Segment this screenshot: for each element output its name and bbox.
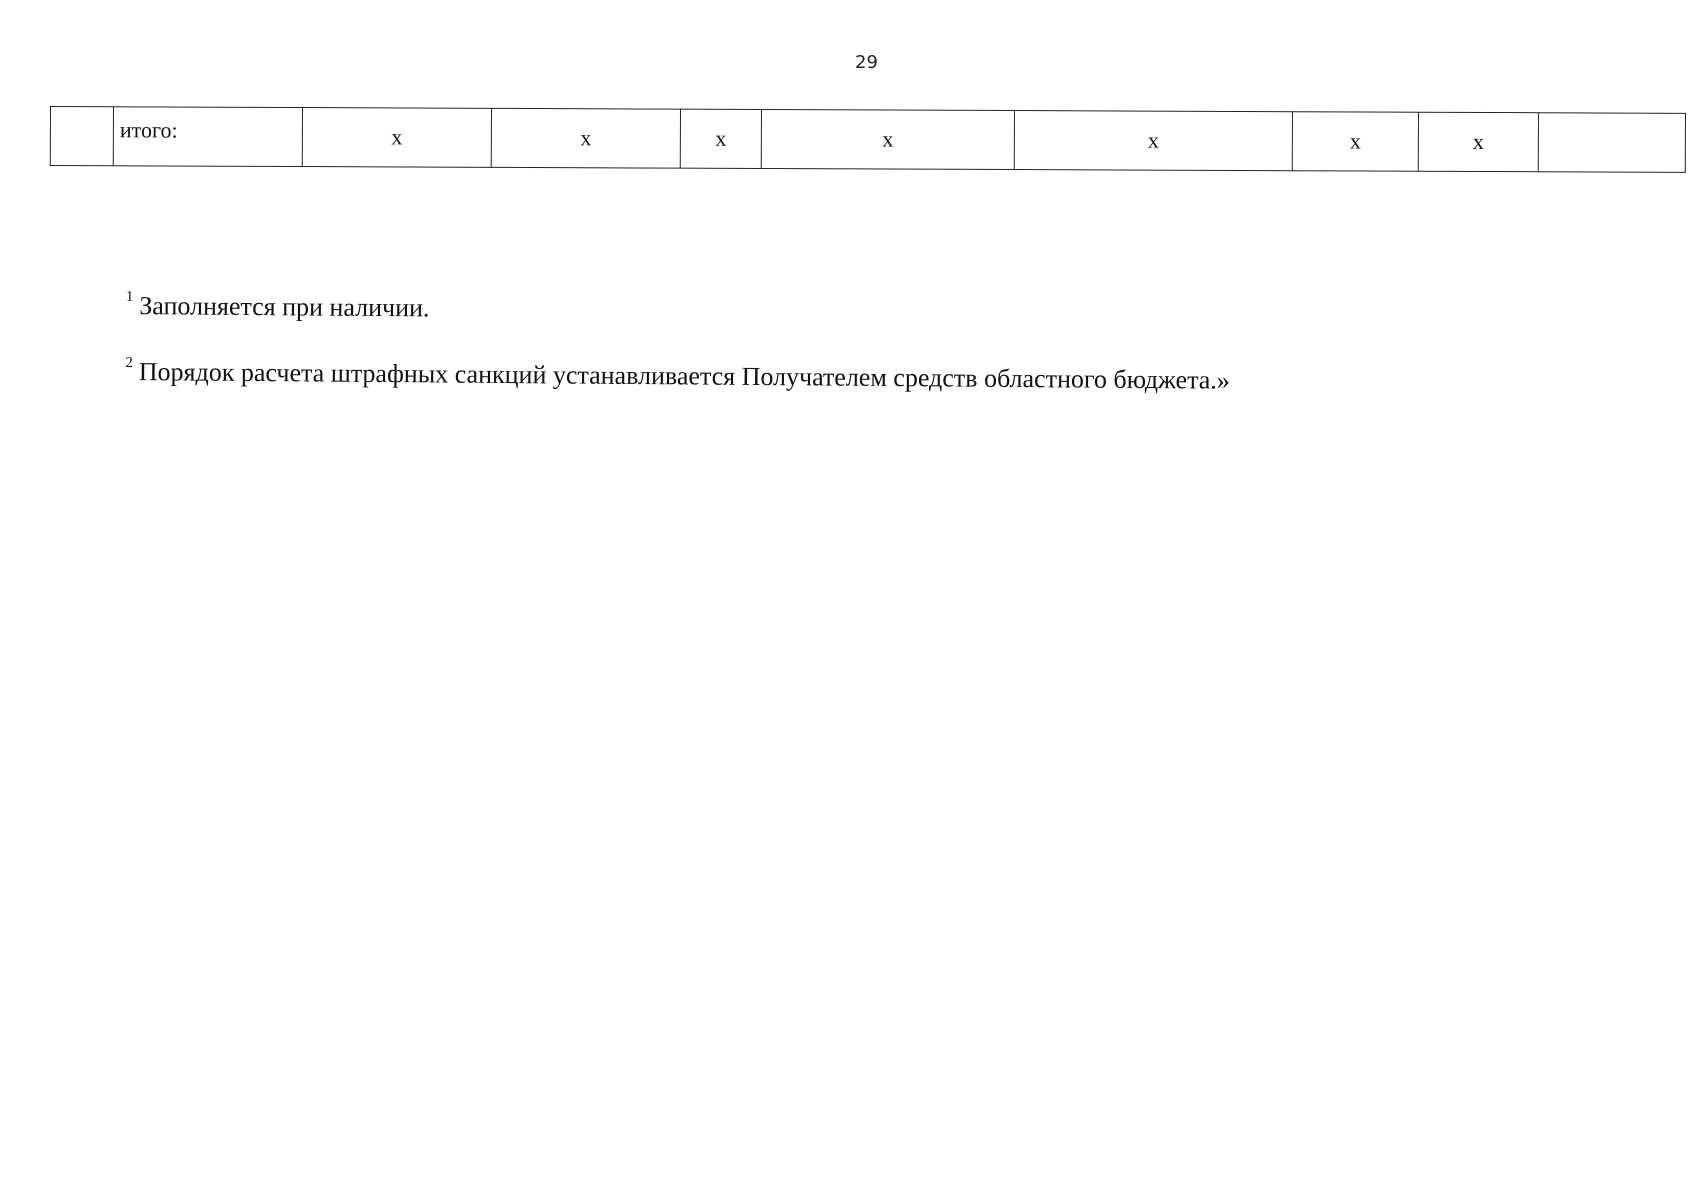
total-label-cell: итого: (113, 107, 302, 167)
footnote-1 (126, 282, 1526, 332)
table-cell: х (761, 109, 1014, 169)
footnote-mark: 1 (125, 288, 134, 306)
table-cell: х (680, 109, 761, 168)
footnotes (125, 282, 1526, 425)
page-number: 29 (855, 52, 878, 73)
table-cell (50, 107, 113, 166)
table-cell: х (1014, 111, 1292, 171)
footnote-2 (125, 348, 1525, 398)
table-cell: х (1418, 112, 1538, 172)
table-cell: х (302, 108, 491, 168)
table-cell: х (491, 108, 680, 168)
total-table (50, 106, 1686, 173)
footnote-text: Заполняется при наличии. (139, 291, 430, 323)
table-cell: х (1292, 112, 1418, 172)
table-cell (1538, 113, 1685, 173)
footnote-text: Порядок расчета штрафных санкций устанавливается Получателем средств областного бюджета.» (138, 357, 1231, 395)
footnote-mark: 2 (125, 354, 133, 372)
total-row (50, 107, 1685, 173)
